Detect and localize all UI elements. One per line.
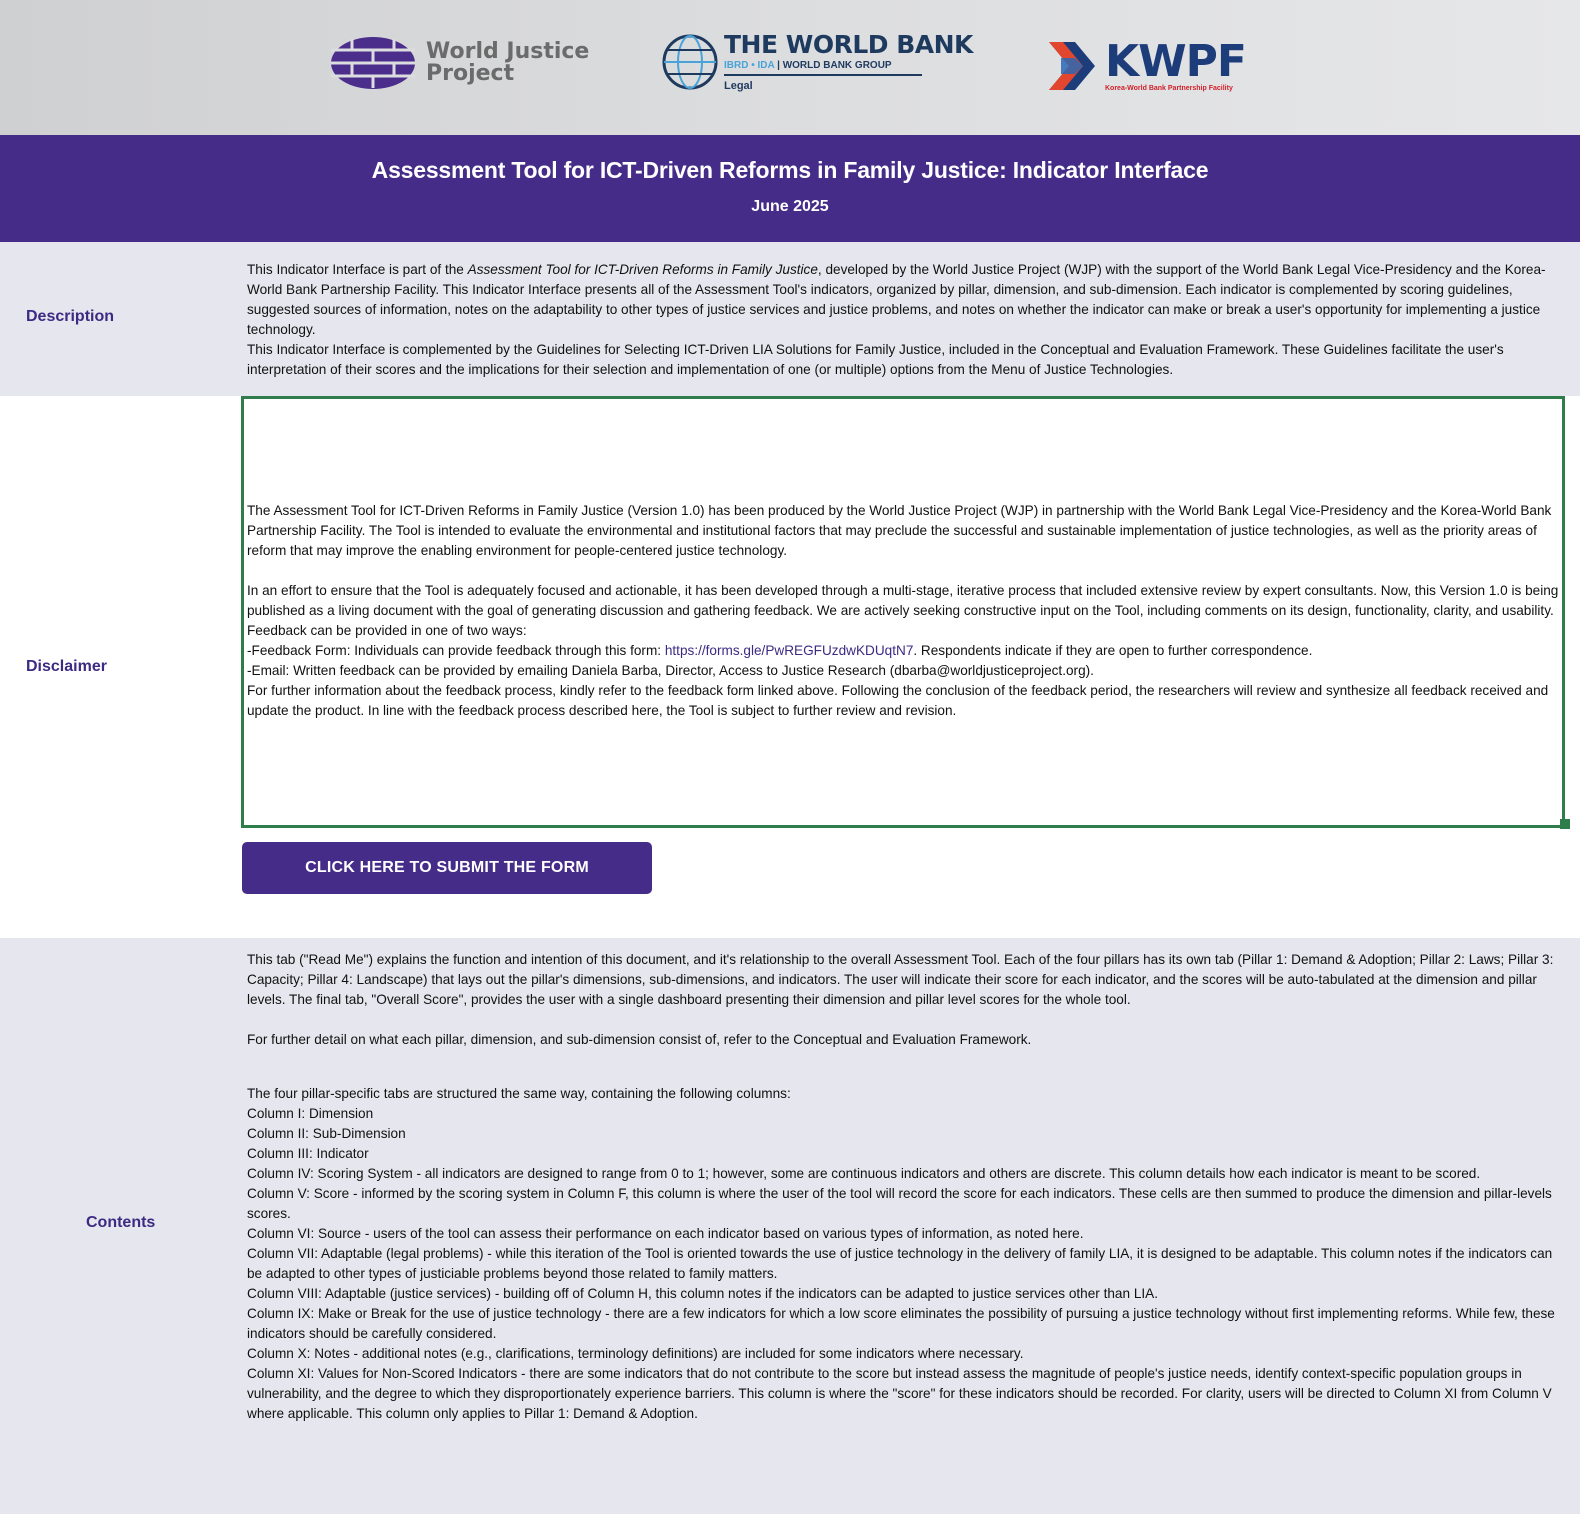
paragraph-gap (247, 1050, 1567, 1070)
feedback-form-suffix: . Respondents indicate if they are open to further correspondence. (913, 643, 1313, 658)
publication-date: June 2025 (751, 198, 829, 215)
column-item: Column IV: Scoring System - all indicators are designed to range from 0 to 1; however, some are continuous indicators and others are discrete. This column details how each indicator is meant to be scored. (247, 1166, 1481, 1181)
description-paragraph-2: This Indicator Interface is complemented by the Guidelines for Selecting ICT-Driven LIA Solutions for Family Justice, included in the Conceptual and Evaluation Framework. These Guidelines facilitate the user's interpretation of their scores and the implications for their selection and implementation of one (or multiple) options from the Menu of Justice Technologies. (247, 342, 1504, 377)
feedback-form-prefix: -Feedback Form: Individuals can provide feedback through this form: (247, 643, 665, 658)
description-text (247, 260, 1567, 380)
disclaimer-row (0, 396, 1580, 938)
kwpf-mark-icon (1045, 36, 1099, 96)
wjp-globe-icon (330, 36, 416, 90)
disclaimer-paragraph-3: For further information about the feedback process, kindly refer to the feedback form linked above. Following the conclusion of the feedback period, the researchers will review and synthesize all feedback received and update the product. In line with the feedback process described here, the Tool is subject to further review and revision. (247, 683, 1549, 718)
feedback-form-link[interactable]: https://forms.gle/PwREGFUzdwKDUqtN7 (664, 643, 914, 658)
column-item: Column VIII: Adaptable (justice services) - building off of Column H, this column notes if the indicators can be adapted to justice services other than LIA. (247, 1286, 1158, 1301)
paragraph-gap (247, 1070, 1567, 1084)
world-bank-division: Legal (724, 80, 753, 92)
column-item: Column X: Notes - additional notes (e.g., clarifications, terminology definitions) are included for some indicators where necessary. (247, 1346, 1024, 1361)
paragraph-gap (247, 561, 1567, 581)
column-item: Column III: Indicator (247, 1146, 369, 1161)
world-bank-globe-icon (662, 34, 718, 90)
contents-text (247, 950, 1567, 1424)
disclaimer-paragraph-1: The Assessment Tool for ICT-Driven Reforms in Family Justice (Version 1.0) has been produced by the World Justice Project (WJP) in partnership with the World Bank Legal Vice-Presidency and the Korea-World Bank Partnership Facility. The Tool is intended to evaluate the environmental and institutional factors that may preclude the successful and sustainable implementation of justice technologies, as well as the priority areas of reform that may improve the enabling environment for people-centered justice technology. (247, 503, 1552, 558)
description-row (0, 242, 1580, 396)
description-paragraph-1 (247, 260, 1567, 340)
submit-form-button[interactable]: CLICK HERE TO SUBMIT THE FORM (242, 842, 652, 894)
column-item: Column VI: Source - users of the tool can assess their performance on each indicator based on various types of information, as noted here. (247, 1226, 1084, 1241)
page-title: Assessment Tool for ICT-Driven Reforms in Family Justice: Indicator Interface (371, 157, 1209, 183)
column-item: Column I: Dimension (247, 1106, 374, 1121)
contents-label: Contents (86, 1214, 156, 1231)
world-bank-subtitle (724, 58, 922, 76)
wjp-logo (330, 36, 589, 90)
column-item: Column V: Score - informed by the scoring system in Column F, this column is where the user of the tool will record the score for each indicators. These cells are then summed to produce the dimension and pillar-levels scores. (247, 1186, 1552, 1221)
column-item: Column VII: Adaptable (legal problems) - while this iteration of the Tool is oriented towards the use of justice technology in the delivery of family LIA, it is designed to be adaptable. This column notes if the indicators can be adapted to other types of justiciable problems beyond those related to family matters. (247, 1246, 1553, 1281)
feedback-email-line: -Email: Written feedback can be provided by emailing Daniela Barba, Director, Access to Justice Research (dbarba@worldjusticeproject.org). (247, 663, 1094, 678)
paragraph-gap (247, 1010, 1567, 1030)
kwpf-name: KWPF (1105, 35, 1246, 87)
column-item: Column II: Sub-Dimension (247, 1126, 406, 1141)
world-bank-ibrd: IBRD • IDA (724, 60, 775, 71)
kwpf-logo (1045, 36, 1246, 96)
column-item: Column XI: Values for Non-Scored Indicators - there are some indicators that do not contribute to the score but instead assess the magnitude of people's justice needs, identify context-specific population groups in vulnerability, and the degree to which they disproportionately experience barriers. This column is where the "score" for these indicators should be recorded. For clarity, users will be directed to Column XI from Column V where applicable. This column only applies to Pillar 1: Demand & Adoption. (247, 1366, 1552, 1421)
contents-paragraph-3: The four pillar-specific tabs are structured the same way, containing the following columns: (247, 1086, 791, 1101)
description-p1-end: , developed by the World Justice Project (WJP) with the support of the World Bank Legal Vice-Presidency and the Korea-World Bank Partnership Facility. This Indicator Interface presents all of the Assessment Tool's indicators, organized by pillar, dimension, and sub-dimension. Each indicator is complemented by scoring guidelines, suggested sources of information, notes on the adaptability to other types of justice services and justice problems, and notes on whether the indicator can make or break a user's opportunity for implementing a justice technology. (247, 262, 1546, 337)
description-p1-italic: Assessment Tool for ICT-Driven Reforms in Family Justice (467, 262, 818, 277)
disclaimer-paragraph-2: In an effort to ensure that the Tool is adequately focused and actionable, it has been developed through a multi-stage, iterative process that included extensive review by expert consultants. Now, this Version 1.0 is being published as a living document with the goal of generating discussion and gathering feedback. We are actively seeking constructive input on the Tool, including comments on its design, functionality, clarity, and usability. Feedback can be provided in one of two ways: (247, 583, 1559, 638)
disclaimer-label: Disclaimer (26, 658, 107, 675)
description-label: Description (26, 308, 115, 325)
description-p1-start: This Indicator Interface is part of the (247, 262, 468, 277)
world-bank-group: WORLD BANK GROUP (782, 60, 892, 71)
column-item: Column IX: Make or Break for the use of justice technology - there are a few indicators for which a low score eliminates the possibility of pursuing a justice technology without first implementing reforms. While few, these indicators should be carefully considered. (247, 1306, 1555, 1341)
kwpf-tagline: Korea-World Bank Partnership Facility (1105, 84, 1233, 92)
title-band (0, 135, 1580, 242)
world-bank-logo (662, 32, 973, 92)
contents-row (0, 938, 1580, 1514)
cell-fill-handle[interactable] (1560, 819, 1570, 829)
world-bank-name: THE WORLD BANK (724, 30, 973, 59)
feedback-form-line (247, 641, 1567, 661)
contents-paragraph-1: This tab ("Read Me") explains the function and intention of this document, and it's relationship to the overall Assessment Tool. Each of the four pillars has its own tab (Pillar 1: Demand & Adoption; Pillar 2: Laws; Pillar 3: Capacity; Pillar 4: Landscape) that lays out the pillar's dimensions, sub-dimensions, and indicators. The user will indicate their score for each indicator, and the scores will be auto-tabulated at the dimension and pillar levels. The final tab, "Overall Score", provides the user with a single dashboard presenting their dimension and pillar level scores for the whole tool. (247, 952, 1554, 1007)
logo-band (0, 0, 1580, 135)
wjp-logo-line2: Project (426, 61, 515, 86)
disclaimer-text (247, 501, 1567, 721)
world-bank-divider: | (777, 60, 783, 71)
contents-paragraph-2: For further detail on what each pillar, dimension, and sub-dimension consist of, refer to the Conceptual and Evaluation Framework. (247, 1032, 1032, 1047)
wjp-logo-line1: World Justice (426, 39, 590, 64)
